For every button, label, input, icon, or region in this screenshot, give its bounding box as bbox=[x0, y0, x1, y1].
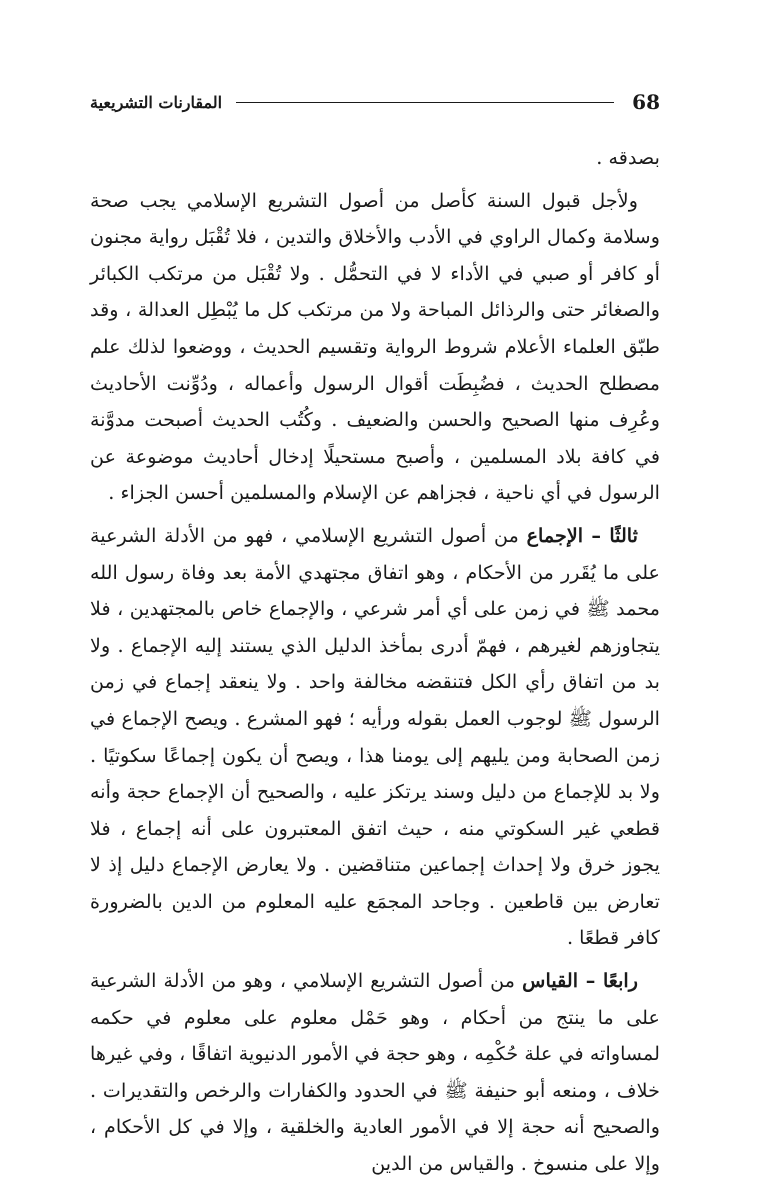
paragraph-qiyas-text: من أصول التشريع الإسلامي ، وهو من الأدلة الشرعية على ما ينتج من أحكام ، وهو حَمْل معلوم على معلوم في حكمه لمساواته في علة حُكْمِه ، وهو حجة في الأمور الدنيوية اتفاقًا ، وفي غيرها خلاف ، ومنعه أبو حنيفة ﷺ في الحدود والكفارات والرخص والتقديرات . والصحيح أنه حجة إلا في الأمور العادية والخلقية ، وإلا في كل الأحكام ، وإلا على منسوخ . والقياس من الدين bbox=[90, 969, 660, 1176]
page-number: 68 bbox=[632, 90, 660, 114]
paragraph-ijma-text: من أصول التشريع الإسلامي ، فهو من الأدلة الشرعية على ما يُقَرر من الأحكام ، وهو اتفاق مجتهدي الأمة بعد وفاة رسول الله محمد ﷺ في زمن على أي أمر شرعي ، والإجماع خاص بالمجتهدين ، فلا يتجاوزهم لغيرهم ، فهمّ أدرى بمأخذ الدليل الذي يستند إليه الإجماع . ولا بد من اتفاق رأي الكل فتنقضه مخالفة واحد . ولا ينعقد إجماع في زمن الرسول ﷺ لوجوب العمل بقوله ورأيه ؛ فهو المشرع . ويصح الإجماع في زمن الصحابة ومن يليهم إلى يومنا هذا ، ويصح أن يكون إجماعًا سكوتيًا . ولا بد للإجماع من دليل وسند يرتكز عليه ، والصحيح أن الإجماع حجة وأنه قطعي غير السكوتي منه ، حيث اتفق المعتبرون على أنه إجماع ، فلا يجوز خرق ولا إحداث إجماعين متناقضين . ولا يعارض الإجماع دليل إذ لا تعارض بين قاطعين . وجاحد المجمَع عليه المعلوم من الدين بالضرورة كافر قطعًا . bbox=[90, 523, 660, 950]
paragraph-qiyas bbox=[90, 963, 660, 1183]
page-header bbox=[90, 86, 660, 118]
paragraph-continuation: بصدقه . bbox=[596, 146, 660, 169]
header-rule bbox=[236, 102, 614, 103]
paragraph-sunnah: ولأجل قبول السنة كأصل من أصول التشريع الإسلامي يجب صحة وسلامة وكمال الراوي في الأدب والأخلاق والتدين ، فلا تُقْبَل رواية مجنون أو كافر أو صبي في الأداء لا في التحمُّل . ولا تُقْبَل من مرتكب الكبائر والصغائر حتى والرذائل المباحة ولا من مرتكب كل ما يُبْطِل العدالة ، وقد طبّق العلماء الأعلام شروط الرواية وتقسيم الحديث ، ووضعوا لذلك علم مصطلح الحديث ، فضُبِطَت أقوال الرسول وأعماله ، ودُوِّنت الأحاديث وعُرِف منها الصحيح والحسن والضعيف . وكُتُب الحديث أصبحت مدوَّنة في كافة بلاد المسلمين ، وأصبح مستحيلًا إدخال أحاديث موضوعة عن الرسول في أي ناحية ، فجزاهم عن الإسلام والمسلمين أحسن الجزاء . bbox=[90, 188, 660, 505]
running-title: المقارنات التشريعية bbox=[90, 92, 223, 112]
paragraph-ijma bbox=[90, 518, 660, 957]
body-text bbox=[90, 140, 660, 1183]
heading-ijma: ثالثًا – الإجماع bbox=[526, 523, 638, 547]
heading-qiyas: رابعًا – القياس bbox=[522, 969, 639, 993]
